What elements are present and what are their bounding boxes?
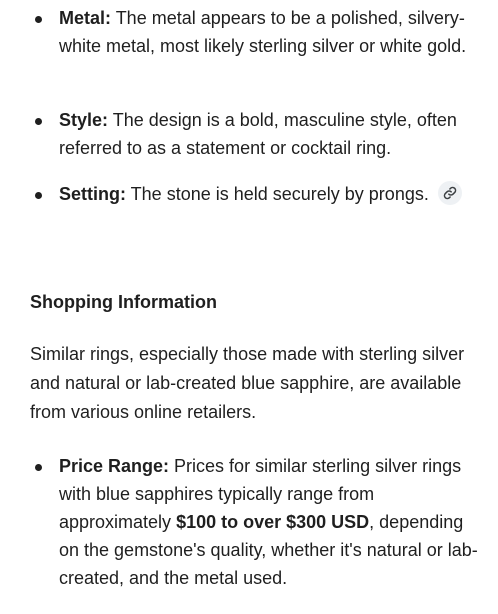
bullet-icon: [35, 118, 42, 125]
detail-text: The metal appears to be a polished, silvery-white metal, most likely sterling silver or white gold.: [59, 8, 467, 56]
section-heading: Shopping Information: [30, 292, 217, 312]
list-item: [0, 452, 498, 592]
bullet-icon: [35, 16, 42, 23]
price-text-after: , depending on the gemstone's quality, whether it's natural or lab-created, and the metal used.: [59, 512, 478, 588]
detail-label: Setting:: [59, 184, 126, 204]
detail-list-setting: [0, 180, 498, 208]
bullet-icon: [35, 464, 42, 471]
shopping-paragraph: Similar rings, especially those made with sterling silver and natural or lab-created blue sapphire, are available from various online retailers.: [30, 344, 465, 422]
detail-label: Style:: [59, 110, 109, 130]
list-item: [0, 4, 498, 60]
link-icon: [443, 186, 457, 200]
detail-list-metal: [0, 4, 498, 60]
price-highlight: $100 to over $300 USD: [176, 512, 370, 532]
price-label: Price Range:: [59, 456, 170, 476]
detail-list-style: [0, 106, 498, 162]
detail-text: The stone is held securely by prongs.: [126, 184, 429, 204]
list-item: [0, 180, 498, 208]
bullet-icon: [35, 192, 42, 199]
source-link-button[interactable]: [438, 181, 462, 205]
list-item: [0, 106, 498, 162]
detail-label: Metal:: [59, 8, 112, 28]
price-text-before: Prices for similar sterling silver rings with blue sapphires typically range from approximately: [59, 456, 462, 532]
price-list: [0, 452, 498, 592]
detail-text: The design is a bold, masculine style, often referred to as a statement or cocktail ring.: [59, 110, 457, 158]
